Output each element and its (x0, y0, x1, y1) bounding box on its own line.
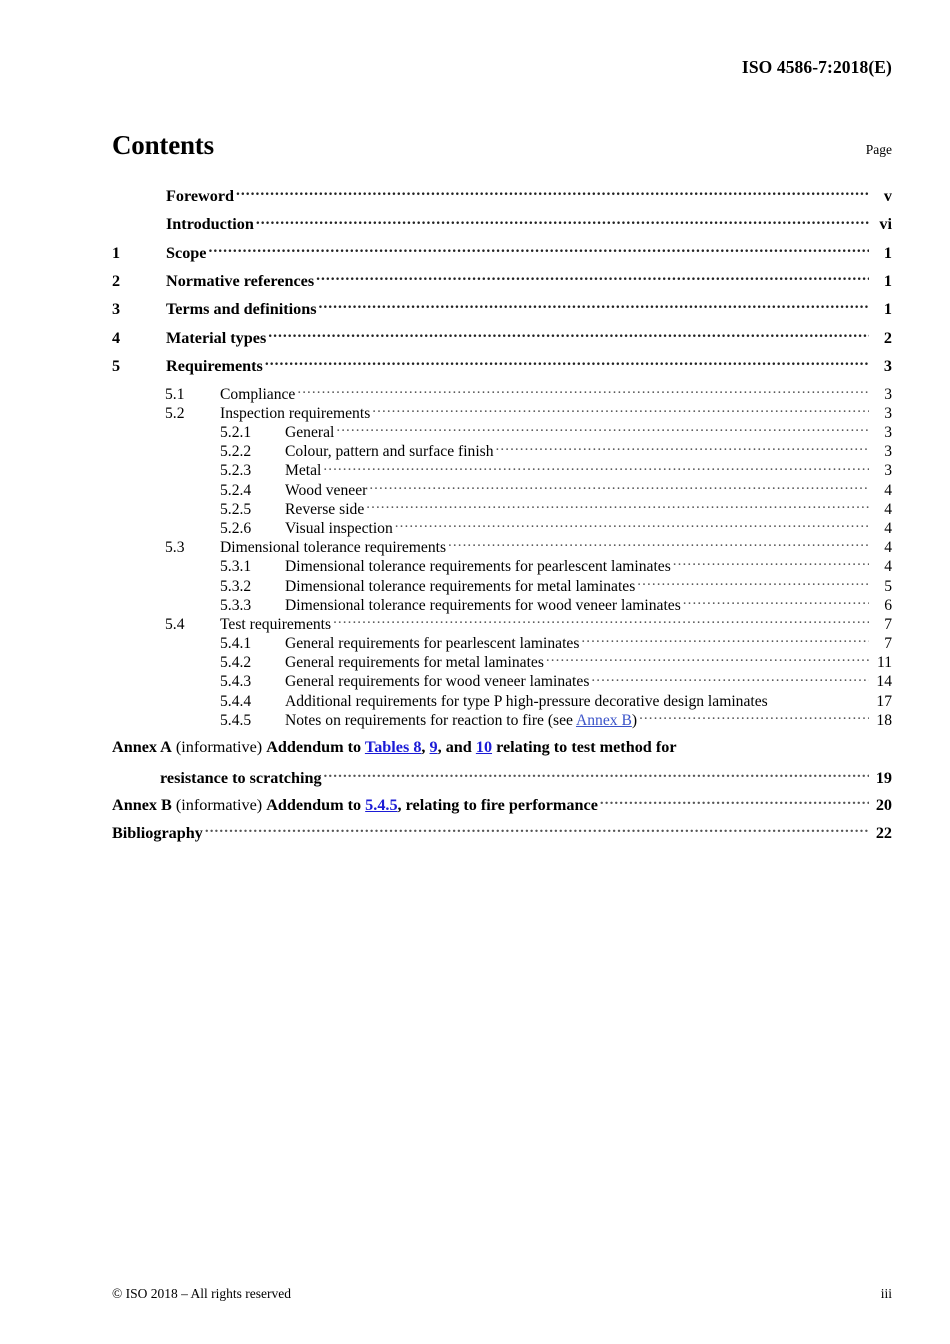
toc-entry-number: 5.2.1 (220, 424, 252, 442)
dot-leader (297, 383, 869, 399)
toc-entry-number: 5.4 (165, 615, 185, 633)
toc-page-number: 7 (884, 615, 892, 633)
annex-a-link-10[interactable]: 10 (475, 738, 493, 757)
toc-entry[interactable] (112, 355, 892, 383)
toc-entry-title[interactable]: General requirements for pearlescent laminates (285, 635, 580, 653)
bibliography-title: Bibliography (112, 824, 203, 843)
toc-entry-number: 5.2.3 (220, 462, 252, 480)
toc-entry-title[interactable]: Colour, pattern and surface finish (285, 443, 494, 461)
toc-entry-title[interactable]: Compliance (220, 385, 296, 403)
toc-entry-title[interactable]: Normative references (166, 272, 315, 291)
toc-entry-title[interactable]: Metal (285, 462, 322, 480)
toc-entry-number: 5.3 (165, 539, 185, 557)
annex-a-informative-label: (informative) (171, 738, 267, 757)
annex-a-entry-line1[interactable] (112, 738, 892, 766)
toc-entry-title[interactable]: Dimensional tolerance requirements for pearlescent laminates (285, 558, 671, 576)
dot-leader (316, 270, 869, 286)
toc-page-number: 1 (883, 300, 892, 319)
toc-entry-number: 5 (112, 356, 121, 375)
toc-entry[interactable] (112, 633, 892, 652)
toc-entry-number: 5.1 (165, 385, 185, 403)
dot-leader (333, 613, 869, 629)
annex-b-title: Annex B (informative) Addendum to 5.4.5, relating to fire performance (112, 795, 598, 814)
toc-page-number: vi (879, 215, 892, 234)
toc-entry-number: 5.4.5 (220, 711, 252, 729)
annex-a-title: Annex A (informative) Addendum to Tables 8, 9, and 10 relating to test method for (112, 738, 677, 757)
toc-entry[interactable] (112, 652, 892, 671)
footer-page-number: iii (880, 1286, 892, 1301)
toc-entry-number: 5.2.5 (220, 500, 252, 518)
dot-leader (256, 213, 869, 229)
annex-a-link-9[interactable]: 9 (429, 738, 438, 757)
toc-page-number: 6 (884, 596, 892, 614)
toc-entry-title[interactable]: Requirements (166, 356, 263, 375)
toc-entry-number: 4 (112, 328, 121, 347)
dot-leader (591, 671, 869, 687)
toc-page-number: 4 (884, 500, 892, 518)
toc-entry-title[interactable]: General requirements for metal laminates (285, 654, 544, 672)
dot-leader (546, 652, 869, 668)
toc-entry-title[interactable]: Foreword (166, 187, 235, 206)
dot-leader (268, 326, 869, 342)
toc-entry-number: 5.3.1 (220, 558, 252, 576)
toc-page-number: 3 (883, 356, 892, 375)
annex-spacer (112, 728, 892, 738)
dot-leader (265, 355, 869, 371)
dot-leader (236, 185, 869, 201)
toc-page-number: 17 (876, 692, 892, 710)
toc-entry[interactable] (112, 242, 892, 270)
table-of-contents (112, 185, 892, 850)
bibliography-page-number: 22 (875, 824, 892, 843)
annex-b-page-number: 20 (875, 795, 892, 814)
page-footer (112, 1286, 892, 1302)
contents-heading-row (112, 130, 892, 161)
toc-entry-title[interactable]: Material types (166, 328, 267, 347)
toc-entry-number: 5.3.2 (220, 577, 252, 595)
toc-entry[interactable] (112, 613, 892, 632)
dot-leader (372, 402, 869, 418)
toc-page-number: 4 (884, 539, 892, 557)
toc-page-number: v (883, 187, 892, 206)
toc-entry[interactable] (112, 671, 892, 690)
toc-page-number: 14 (876, 673, 892, 691)
toc-entry-number: 5.4.2 (220, 654, 252, 672)
toc-entry-title[interactable]: General (285, 424, 335, 442)
toc-page-number: 4 (884, 481, 892, 499)
toc-page-number: 1 (883, 272, 892, 291)
toc-entry-title[interactable]: Notes on requirements for reaction to fire (see Annex B) (285, 711, 638, 729)
toc-page-number: 11 (876, 654, 892, 672)
annex-a-link-tables8[interactable]: Tables 8 (364, 738, 422, 757)
toc-entry[interactable] (112, 517, 892, 536)
toc-page-number: 5 (884, 577, 892, 595)
toc-page-number: 3 (884, 404, 892, 422)
toc-page-number: 3 (884, 462, 892, 480)
toc-entry[interactable] (112, 298, 892, 326)
toc-page-number: 1 (883, 243, 892, 262)
toc-entry-title[interactable]: Dimensional tolerance requirements (220, 539, 447, 557)
annex-a-entry-line2[interactable] (112, 767, 892, 794)
dot-leader (395, 517, 869, 533)
toc-entry[interactable] (112, 460, 892, 479)
toc-cross-reference-link[interactable]: Annex B (575, 711, 632, 729)
dot-leader (205, 822, 869, 838)
toc-entry-title[interactable]: Visual inspection (285, 519, 393, 537)
toc-entry-title[interactable]: Introduction (166, 215, 254, 234)
toc-page-number: 7 (884, 635, 892, 653)
toc-entry-number: 5.3.3 (220, 596, 252, 614)
toc-entry[interactable] (112, 556, 892, 575)
toc-entry-number: 5.2.2 (220, 443, 252, 461)
toc-entry[interactable] (112, 709, 892, 728)
toc-page-number: 2 (883, 328, 892, 347)
toc-entry-title[interactable]: Test requirements (220, 615, 332, 633)
toc-entry-number: 5.4.1 (220, 635, 252, 653)
toc-entry-title[interactable]: Scope (166, 243, 207, 262)
toc-entry-title[interactable]: Reverse side (285, 500, 365, 518)
annex-a-page-number: 19 (875, 768, 892, 787)
dot-leader (366, 498, 869, 514)
annex-b-entry[interactable] (112, 794, 892, 822)
toc-entry-number: 2 (112, 272, 121, 291)
dot-leader (369, 479, 869, 495)
toc-entry-title[interactable]: Terms and definitions (166, 300, 317, 319)
annex-b-link-545[interactable]: 5.4.5 (365, 795, 398, 814)
toc-entry-number: 5.2 (165, 404, 185, 422)
toc-entry[interactable] (112, 213, 892, 241)
document-header: ISO 4586-7:2018(E) (741, 57, 892, 77)
toc-entry[interactable] (112, 575, 892, 594)
toc-entry[interactable] (112, 421, 892, 440)
toc-entry-number: 5.4.4 (220, 692, 252, 710)
dot-leader (208, 242, 869, 258)
toc-entry[interactable] (112, 479, 892, 498)
toc-entry-number: 1 (112, 243, 121, 262)
toc-entry[interactable] (112, 383, 892, 402)
toc-entry[interactable] (112, 537, 892, 556)
dot-leader (581, 633, 869, 649)
toc-entry-number: 5.2.4 (220, 481, 252, 499)
toc-entry[interactable] (112, 441, 892, 460)
dot-leader (323, 460, 869, 476)
bibliography-entry[interactable] (112, 822, 892, 850)
toc-entry[interactable] (112, 594, 892, 613)
dot-leader (319, 298, 869, 314)
toc-entry-title[interactable]: Dimensional tolerance requirements for metal laminates (285, 577, 636, 595)
toc-entry-title[interactable]: Wood veneer (285, 481, 368, 499)
toc-page-number: 3 (884, 443, 892, 461)
dot-leader (600, 794, 869, 810)
page-title: Contents (112, 130, 214, 160)
toc-entry-number: 3 (112, 300, 121, 319)
dot-leader (639, 709, 869, 725)
page-column-label: Page (865, 142, 892, 157)
dot-leader (324, 767, 869, 783)
annex-list (112, 738, 892, 850)
toc-entry[interactable] (112, 498, 892, 517)
toc-entry-title[interactable]: Additional requirements for type P high-pressure decorative design laminates (285, 692, 768, 710)
annex-b-informative-label: (informative) (171, 795, 267, 814)
toc-entry[interactable] (112, 270, 892, 298)
dot-leader (770, 690, 869, 706)
dot-leader (673, 556, 869, 572)
toc-page-number: 3 (884, 385, 892, 403)
toc-entry-title[interactable]: Inspection requirements (220, 404, 371, 422)
dot-leader (683, 594, 869, 610)
toc-entry-number: 5.4.3 (220, 673, 252, 691)
dot-leader (448, 537, 869, 553)
toc-page-number: 4 (884, 558, 892, 576)
toc-entry-number: 5.2.6 (220, 519, 252, 537)
toc-entry[interactable] (112, 690, 892, 709)
dot-leader (496, 441, 869, 457)
toc-page-number: 3 (884, 424, 892, 442)
toc-page-number: 18 (876, 711, 892, 729)
toc-entry-title[interactable]: Dimensional tolerance requirements for wood veneer laminates (285, 596, 681, 614)
toc-page-number: 4 (884, 519, 892, 537)
annex-a-continuation-text: resistance to scratching (160, 768, 322, 787)
toc-entry-title[interactable]: General requirements for wood veneer laminates (285, 673, 590, 691)
toc-entry[interactable] (112, 185, 892, 213)
toc-entry[interactable] (112, 402, 892, 421)
copyright-notice: © ISO 2018 – All rights reserved (112, 1286, 291, 1301)
dot-leader (637, 575, 869, 591)
dot-leader (336, 421, 869, 437)
toc-entry[interactable] (112, 326, 892, 354)
